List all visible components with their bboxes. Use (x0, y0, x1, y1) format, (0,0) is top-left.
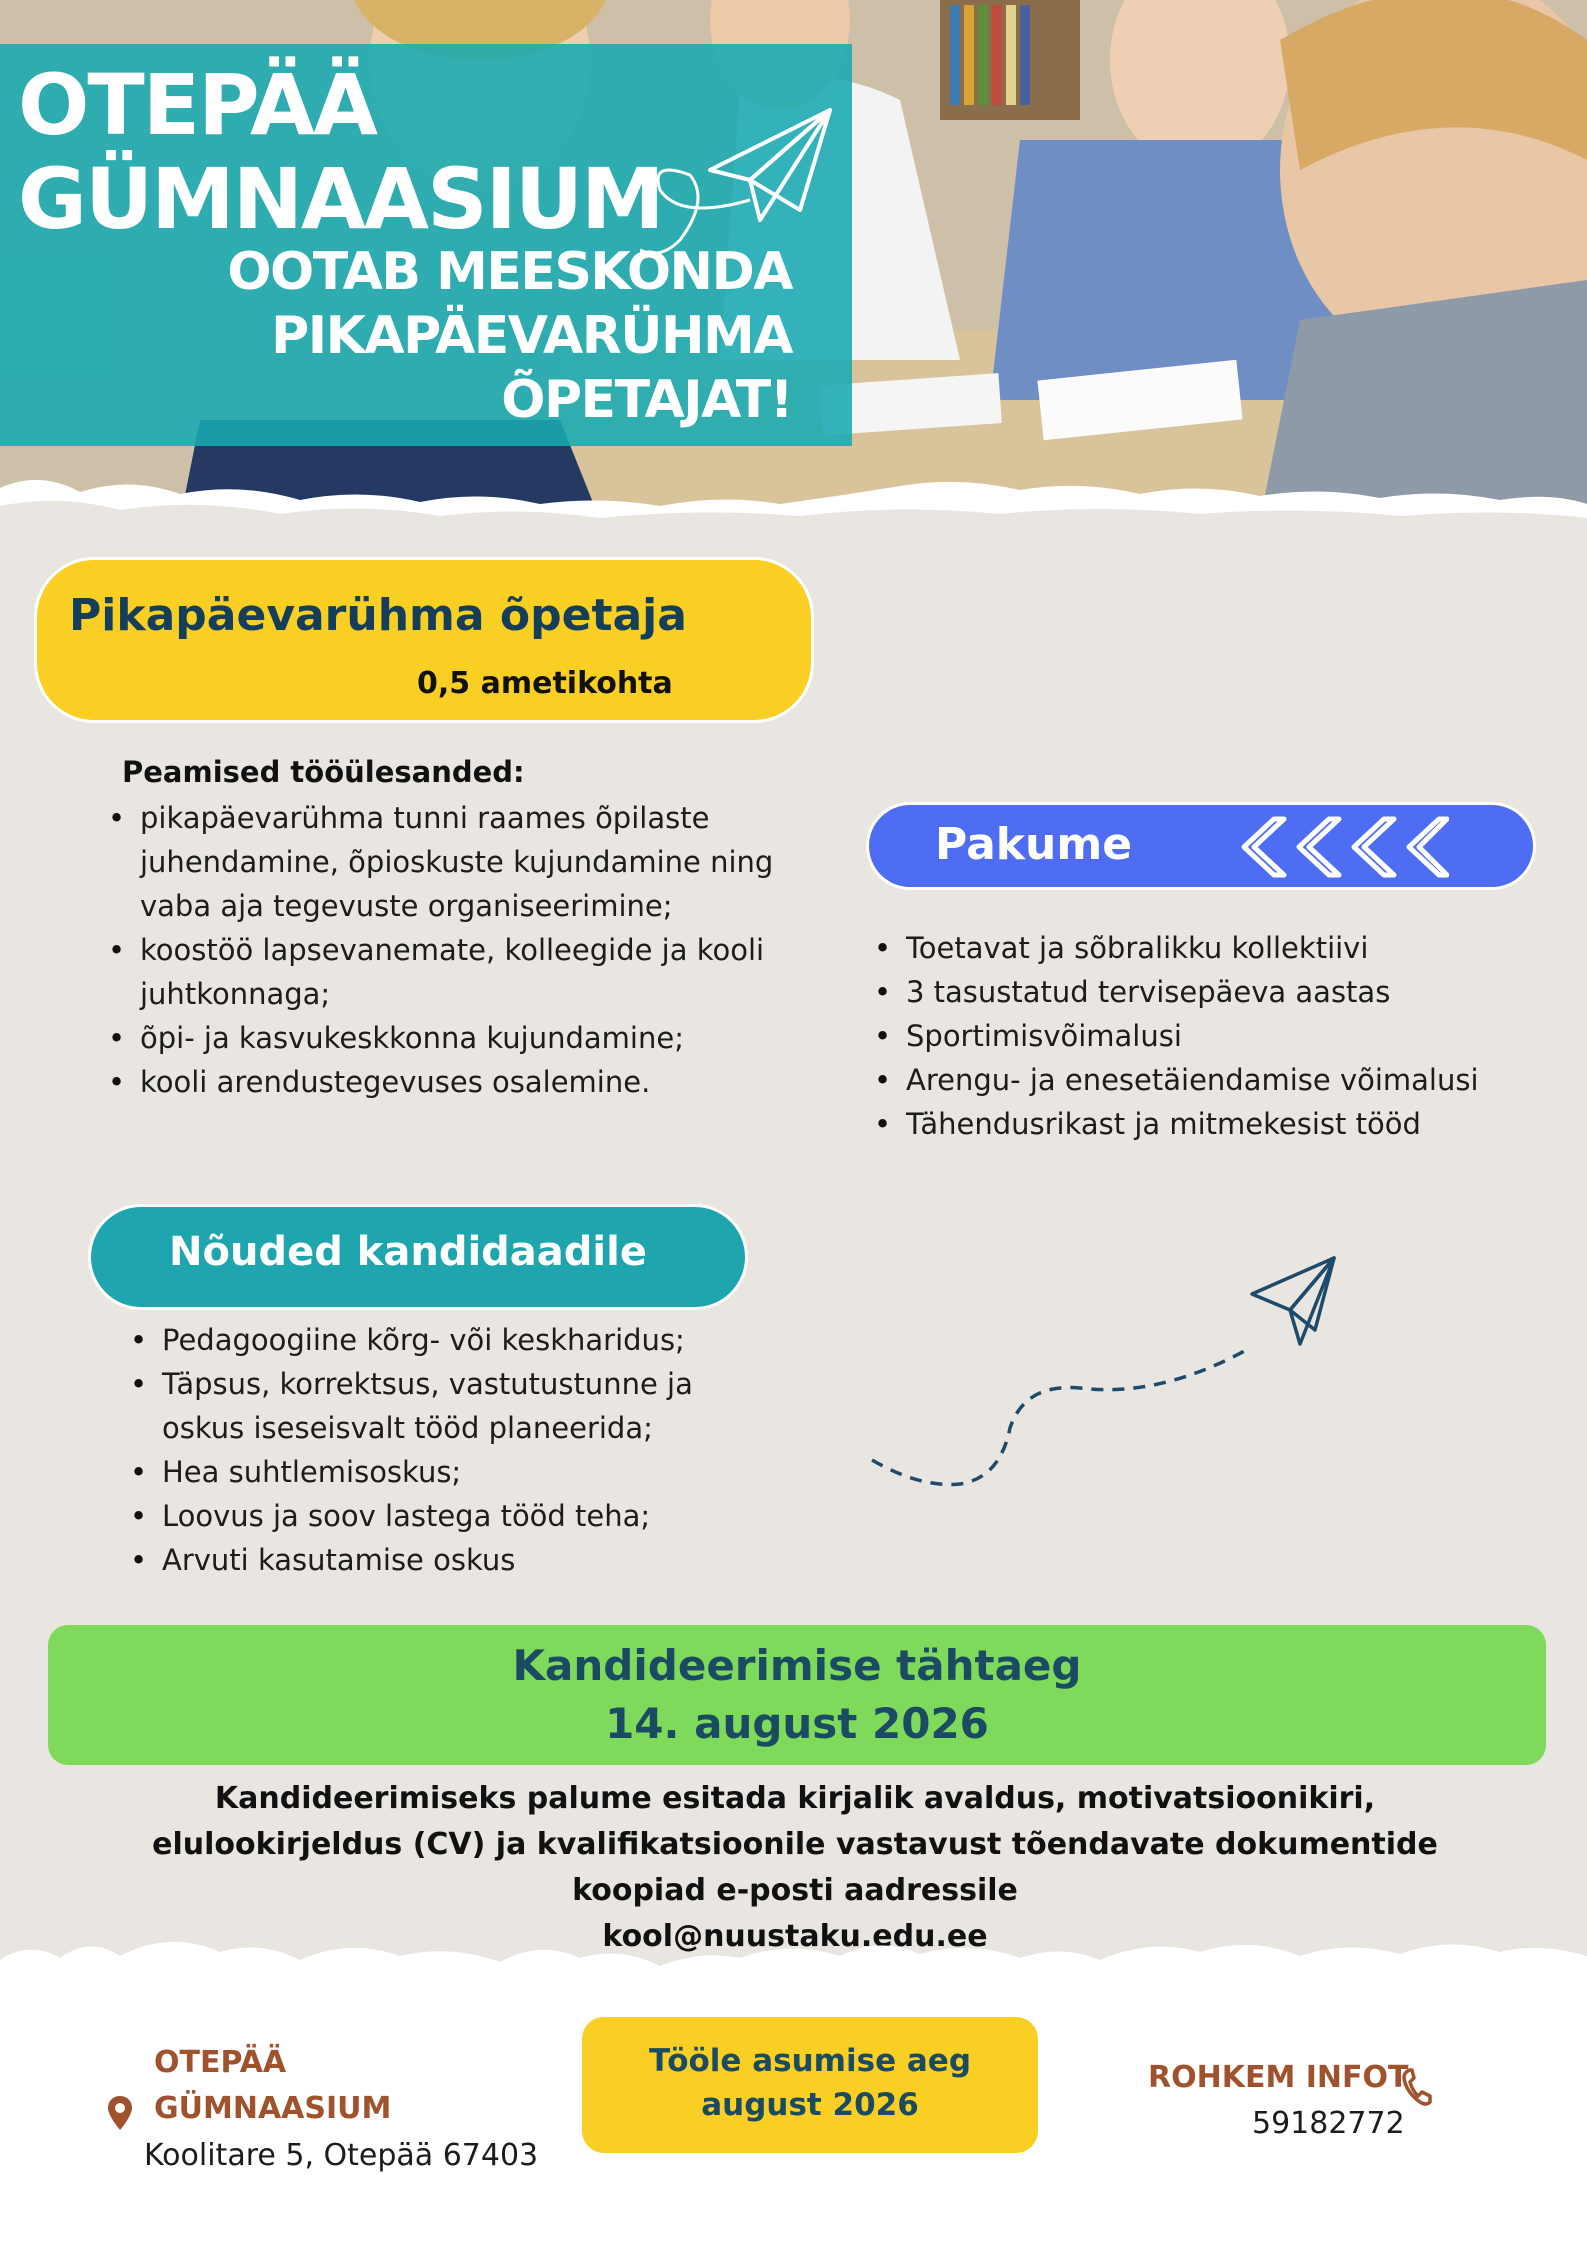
footer-school-name (154, 2040, 391, 2132)
position-workload: 0,5 ametikohta (417, 666, 673, 701)
list-item: • õpi- ja kasvukeskkonna kujundamine; (108, 1016, 808, 1060)
list-item: • kooli arendustegevuses osalemine. (108, 1060, 808, 1104)
hero-subtitle (12, 240, 832, 432)
position-title: Pikapäevarühma õpetaja (69, 590, 687, 641)
email-link[interactable]: kool@nuustaku.edu.ee (602, 1919, 988, 1954)
start-date-label: Tööle asumise aeg (648, 2043, 972, 2079)
requirements-heading: Nõuded kandidaadile (169, 1229, 647, 1275)
deadline-banner (48, 1625, 1546, 1765)
deadline-date: 14. august 2026 (605, 1699, 989, 1748)
list-item: • Hea suhtlemisoskus; (130, 1450, 770, 1494)
phone-icon (1400, 2066, 1434, 2108)
list-item: • Arengu- ja enesetäiendamise võimalusi (874, 1058, 1554, 1102)
list-item: • Loovus ja soov lastega tööd teha; (130, 1494, 770, 1538)
start-date-value: august 2026 (701, 2087, 919, 2123)
paper-plane-icon (640, 100, 840, 260)
list-item: • koostöö lapsevanemate, kolleegide ja kooli juhtkonnaga; (108, 928, 808, 1016)
paper-plane-icon (860, 1248, 1340, 1508)
location-pin-icon (106, 2094, 134, 2132)
application-text: Kandideerimiseks palume esitada kirjalik avaldus, motivatsioonikiri, elulookirjeldus (CV) ja kvalifikatsioonile vastavust tõendavate dokumentide koopiad e-posti aadressile (152, 1781, 1438, 1908)
offer-list (874, 926, 1554, 1146)
footer-address: Koolitare 5, Otepää 67403 (144, 2138, 539, 2173)
duties-heading: Peamised tööülesanded: (122, 755, 525, 789)
hero-title-line1: OTEPÄÄ (18, 56, 376, 154)
more-info-label: ROHKEM INFOT (1148, 2060, 1409, 2095)
hero-title (18, 58, 663, 246)
requirements-pill (88, 1204, 748, 1310)
hero-section (0, 0, 1587, 520)
duties-list (108, 796, 808, 1104)
footer-school-line1: OTEPÄÄ (154, 2045, 287, 2080)
list-item: • Sportimisvõimalusi (874, 1014, 1554, 1058)
offer-heading: Pakume (935, 819, 1133, 870)
chevrons-left-icon (1229, 811, 1449, 883)
list-item: • Tähendusrikast ja mitmekesist tööd (874, 1102, 1554, 1146)
hero-subtitle-line3: ÕPETAJAT! (501, 370, 792, 430)
list-item: • 3 tasustatud tervisepäeva aastas (874, 970, 1554, 1014)
list-item: • Toetavat ja sõbralikku kollektiivi (874, 926, 1554, 970)
phone-number[interactable]: 59182772 (1252, 2106, 1405, 2141)
footer-school-line2: GÜMNAASIUM (154, 2091, 392, 2126)
list-item: • pikapäevarühma tunni raames õpilaste juhendamine, õpioskuste kujundamine ning vaba aja tegevuste organiseerimine; (108, 796, 808, 928)
list-item: • Arvuti kasutamise oskus (130, 1538, 770, 1582)
list-item: • Pedagoogiine kõrg- või keskharidus; (130, 1318, 770, 1362)
offer-pill (866, 802, 1536, 890)
hero-subtitle-line1: OOTAB MEESKONDA (227, 242, 792, 302)
deadline-label: Kandideerimise tähtaeg (512, 1641, 1082, 1690)
hero-subtitle-line2: PIKAPÄEVARÜHMA (271, 306, 792, 366)
position-pill (34, 557, 814, 723)
start-date-box (582, 2017, 1038, 2153)
list-item: • Täpsus, korrektsus, vastutustunne ja oskus iseseisvalt tööd planeerida; (130, 1362, 770, 1450)
requirements-list (130, 1318, 770, 1582)
hero-title-line2: GÜMNAASIUM (18, 150, 663, 248)
